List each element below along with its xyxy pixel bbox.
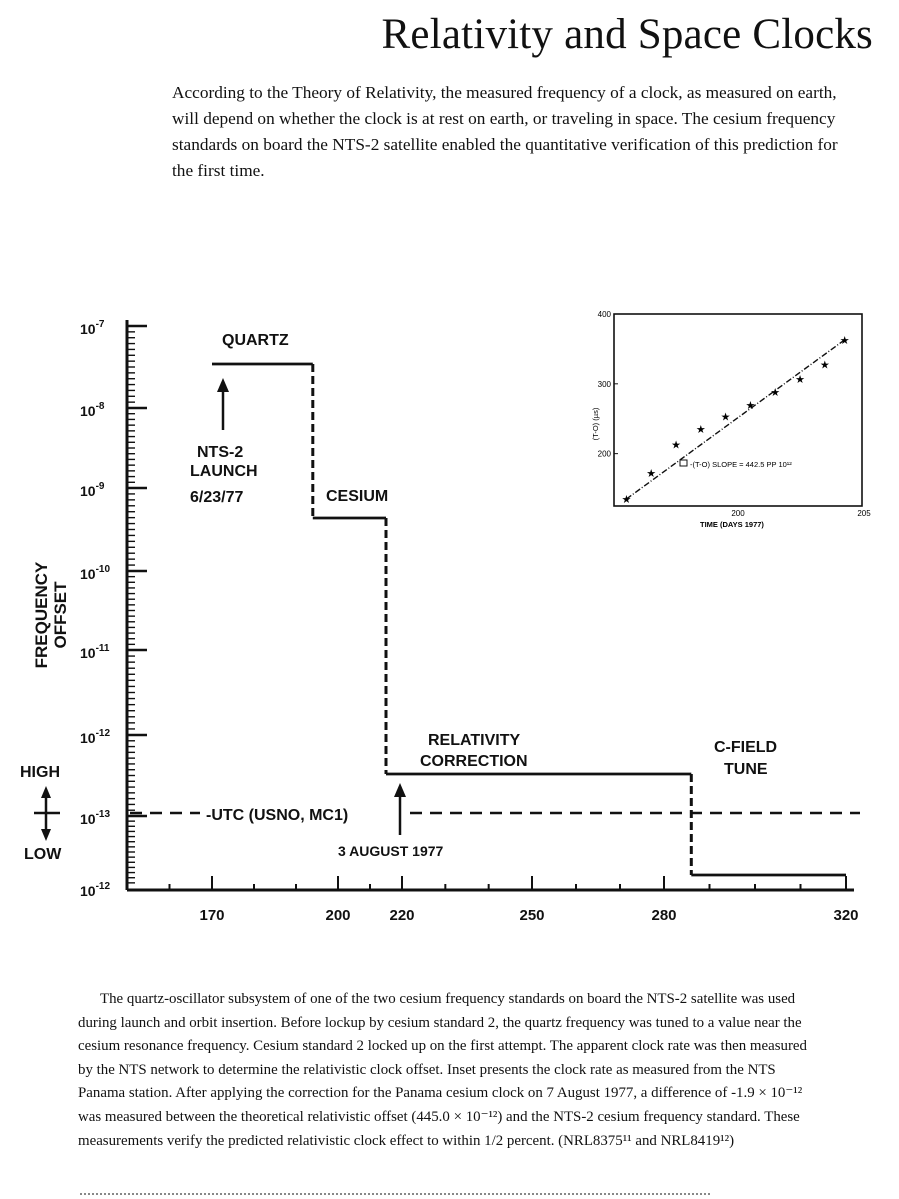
inset-data-point: ★ <box>839 333 850 347</box>
inset-y-tick-label: 300 <box>597 379 611 389</box>
y-tick-exponent: -12 <box>95 728 111 739</box>
caption <box>78 988 813 1153</box>
launch-date-label: 6/23/77 <box>190 489 244 506</box>
footer-divider <box>80 1193 710 1199</box>
relativity-label-line2: CORRECTION <box>420 753 528 770</box>
chart-annotations <box>20 332 777 863</box>
y-tick-base: 10 <box>80 730 96 746</box>
cfield-label-line2: TUNE <box>724 761 768 778</box>
inset-fit-line <box>626 340 844 499</box>
inset-x-tick-label: 200 <box>731 509 745 518</box>
august-arrow-head <box>394 783 406 797</box>
y-tick-label <box>80 809 110 827</box>
inset-chart <box>591 310 871 529</box>
y-tick-label <box>80 564 110 582</box>
y-tick-labels <box>80 319 110 899</box>
caption-paragraph: The quartz-oscillator subsystem of one of the two cesium frequency standards on board the NTS-2 satellite was used during launch and orbit insertion. Before lockup by cesium standard 2, the quartz frequency was tuned to a value near the cesium resonance frequency. Cesium standard 2 locked up on the first attempt. The apparent clock rate was then measured by the NTS network to determine the relativistic clock offset. Inset presents the clock rate as measured from the NTS Panama station. After applying the correction for the Panama cesium clock on 7 August 1977, a difference of -1.9 × 10⁻¹² was measured between the theoretical relativistic offset (445.0 × 10⁻¹²) and the NTS-2 cesium frequency standard. These measurements verify the predicted relativistic clock effect to within 1/2 percent. (NRL8375¹¹ and NRL8419¹²) <box>78 991 807 1149</box>
y-tick-exponent: -9 <box>95 481 105 492</box>
inset-data-point: ★ <box>646 467 657 481</box>
x-tick-label: 320 <box>833 907 859 924</box>
inset-data-point: ★ <box>720 410 731 424</box>
august-label: 3 AUGUST 1977 <box>338 843 444 859</box>
cfield-label-line1: C-FIELD <box>714 739 778 756</box>
x-tick-labels <box>199 907 858 924</box>
x-axis <box>127 876 854 890</box>
y-tick-base: 10 <box>80 811 96 827</box>
x-tick-label: 200 <box>325 907 351 924</box>
y-tick-exponent: -7 <box>95 319 105 330</box>
y-tick-exponent: -12 <box>95 881 111 892</box>
relativity-label-line1: RELATIVITY <box>428 732 521 749</box>
y-tick-base: 10 <box>80 403 96 419</box>
y-tick-base: 10 <box>80 883 96 899</box>
inset-y-tick-label: 400 <box>597 310 611 319</box>
y-tick-base: 10 <box>80 566 96 582</box>
inset-data-point: ★ <box>819 358 830 372</box>
inset-data-point: ★ <box>745 398 756 412</box>
inset-data-point: ★ <box>671 438 681 452</box>
y-tick-exponent: -13 <box>95 809 111 820</box>
x-tick-label: 170 <box>199 907 225 924</box>
launch-arrow-head <box>217 378 229 392</box>
low-label: LOW <box>24 846 62 863</box>
launch-label-line2: LAUNCH <box>190 463 258 480</box>
x-tick-label: 220 <box>389 907 415 924</box>
frequency-offset-chart <box>0 290 899 940</box>
y-tick-label <box>80 401 105 419</box>
utc-label: -UTC (USNO, MC1) <box>206 807 349 824</box>
y-axis-ruler <box>127 320 147 890</box>
up-arrow-head <box>41 786 51 798</box>
launch-label-line1: NTS-2 <box>197 444 244 461</box>
y-axis-label-line1: FREQUENCY <box>32 561 51 669</box>
x-tick-label: 280 <box>651 907 677 924</box>
y-tick-label <box>80 319 105 337</box>
high-label: HIGH <box>20 764 60 781</box>
cesium-label: CESIUM <box>326 488 389 505</box>
y-tick-label <box>80 481 105 499</box>
y-tick-exponent: -11 <box>95 643 110 654</box>
inset-x-tick-label: 205 <box>857 509 871 518</box>
x-tick-label: 250 <box>519 907 545 924</box>
y-tick-label <box>80 643 110 661</box>
inset-data-point: ★ <box>695 423 706 437</box>
y-tick-base: 10 <box>80 483 96 499</box>
inset-x-label: TIME (DAYS 1977) <box>700 520 764 529</box>
series-lines <box>130 364 860 875</box>
inset-data-point: ★ <box>621 493 632 507</box>
down-arrow-head <box>41 829 51 841</box>
y-tick-exponent: -10 <box>95 564 111 575</box>
inset-y-tick-label: 200 <box>597 449 611 459</box>
y-tick-base: 10 <box>80 645 96 661</box>
y-tick-base: 10 <box>80 321 96 337</box>
inset-data-point: ★ <box>770 386 781 400</box>
main-chart-svg <box>0 290 899 940</box>
inset-legend-label: -(T-O) SLOPE = 442.5 PP 10¹² <box>690 460 792 469</box>
y-tick-exponent: -8 <box>95 401 105 412</box>
inset-data-point: ★ <box>795 372 805 386</box>
page-title: Relativity and Space Clocks <box>381 11 873 58</box>
intro-paragraph: According to the Theory of Relativity, the measured frequency of a clock, as measured on earth, will depend on whether the clock is at rest on earth, or traveling in space. The cesium frequency standards on board the NTS-2 satellite enabled the quantitative verification of this prediction for the first time. <box>172 83 838 180</box>
quartz-label: QUARTZ <box>222 332 289 349</box>
inset-legend-swatch <box>680 460 687 466</box>
y-tick-label <box>80 728 110 746</box>
inset-y-label: (T-O) (µs) <box>591 407 600 441</box>
y-axis-label-line2: OFFSET <box>51 581 70 649</box>
y-tick-label <box>80 881 110 899</box>
